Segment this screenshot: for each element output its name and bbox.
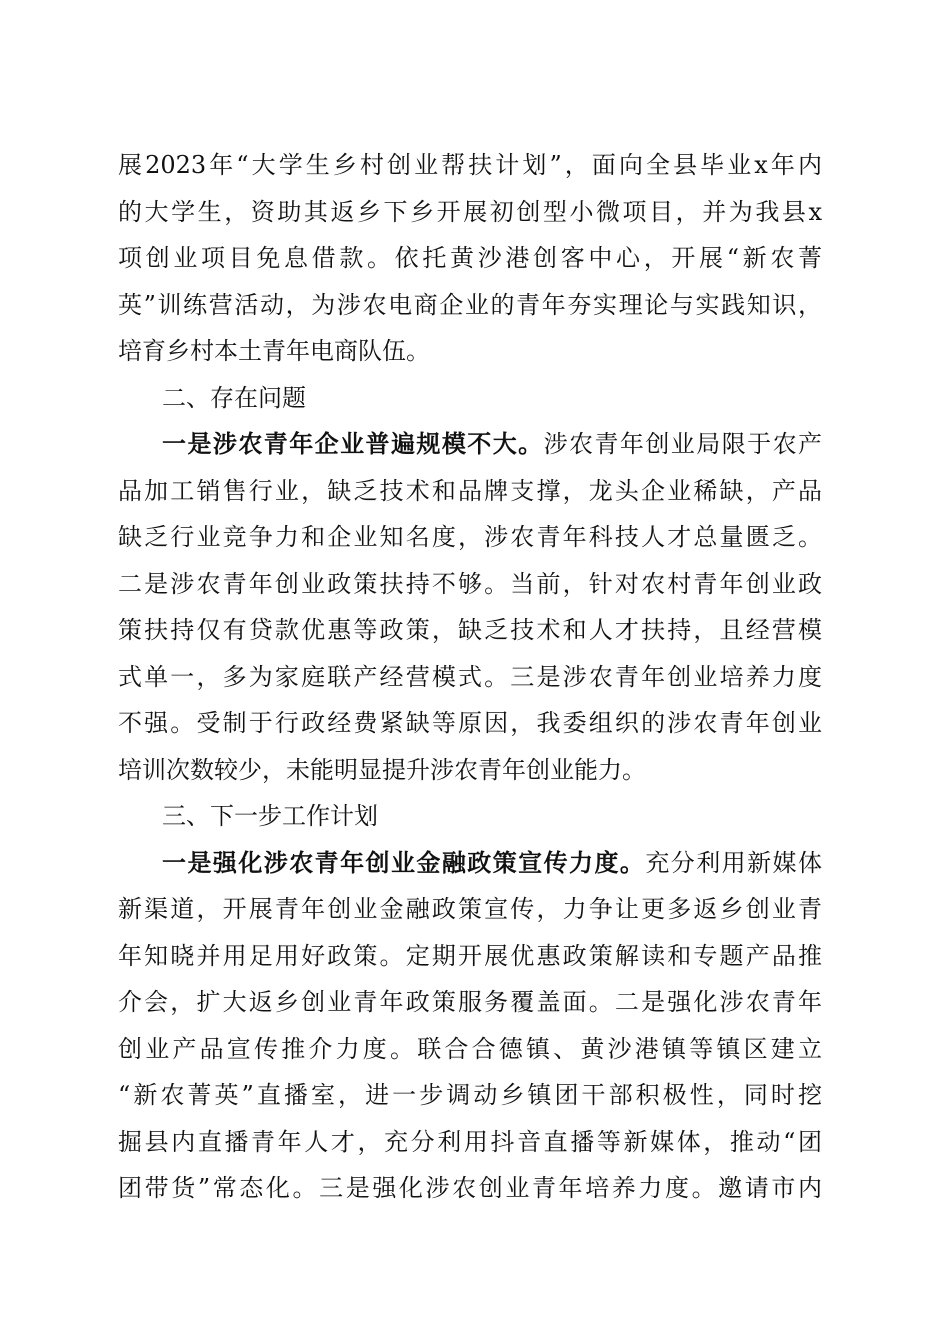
paragraph-line: 品加工销售行业，缺乏技术和品牌支撑，龙头企业稀缺，产品	[118, 476, 822, 505]
paragraph-lead-text: 一是涉农青年企业普遍规模不大。	[162, 430, 544, 458]
section-heading-problems: 二、存在问题	[162, 383, 306, 412]
paragraph-line: 掘县内直播青年人才，充分利用抖音直播等新媒体，推动“团	[118, 1127, 822, 1156]
paragraph-line: 新渠道，开展青年创业金融政策宣传，力争让更多返乡创业青	[118, 895, 822, 923]
paragraph-line: 不强。受制于行政经费紧缺等原因，我委组织的涉农青年创业	[118, 709, 822, 737]
paragraph-line: 培育乡村本土青年电商队伍。	[118, 337, 430, 365]
paragraph-line: 培训次数较少，未能明显提升涉农青年创业能力。	[118, 755, 646, 784]
document-body	[118, 142, 822, 1212]
paragraph-text: 涉农青年创业局限于农产	[543, 430, 822, 458]
paragraph-line: 项创业项目免息借款。依托黄沙港创客中心，开展“新农菁	[118, 244, 822, 272]
paragraph-line: 的大学生，资助其返乡下乡开展初创型小微项目，并为我县x	[118, 197, 822, 226]
paragraph-first-line	[118, 421, 822, 468]
paragraph-line: 创业产品宣传推介力度。联合合德镇、黄沙港镇等镇区建立	[118, 1034, 822, 1063]
paragraph-line: 年知晓并用足用好政策。定期开展优惠政策解读和专题产品推	[118, 941, 822, 970]
paragraph-line: 策扶持仅有贷款优惠等政策，缺乏技术和人才扶持，且经营模	[118, 616, 822, 644]
paragraph-first-line	[118, 840, 822, 887]
paragraph-line: 展2023年“大学生乡村创业帮扶计划”，面向全县毕业x年内	[118, 151, 822, 179]
paragraph-line: 介会，扩大返乡创业青年政策服务覆盖面。二是强化涉农青年	[118, 988, 822, 1016]
paragraph-line: 团带货”常态化。三是强化涉农创业青年培养力度。邀请市内	[118, 1174, 822, 1202]
paragraph-line: 二是涉农青年创业政策扶持不够。当前，针对农村青年创业政	[118, 569, 822, 598]
section-heading-next-plan: 三、下一步工作计划	[162, 802, 378, 830]
paragraph-line: 缺乏行业竞争力和企业知名度，涉农青年科技人才总量匮乏。	[118, 523, 822, 551]
paragraph-lead-text: 一是强化涉农青年创业金融政策宣传力度。	[162, 848, 646, 877]
paragraph-line: “新农菁英”直播室，进一步调动乡镇团干部积极性，同时挖	[118, 1081, 822, 1109]
paragraph-line: 式单一，多为家庭联产经营模式。三是涉农青年创业培养力度	[118, 662, 822, 691]
paragraph-text: 充分利用新媒体	[645, 848, 822, 877]
paragraph-line: 英”训练营活动，为涉农电商企业的青年夯实理论与实践知识，	[118, 290, 822, 319]
